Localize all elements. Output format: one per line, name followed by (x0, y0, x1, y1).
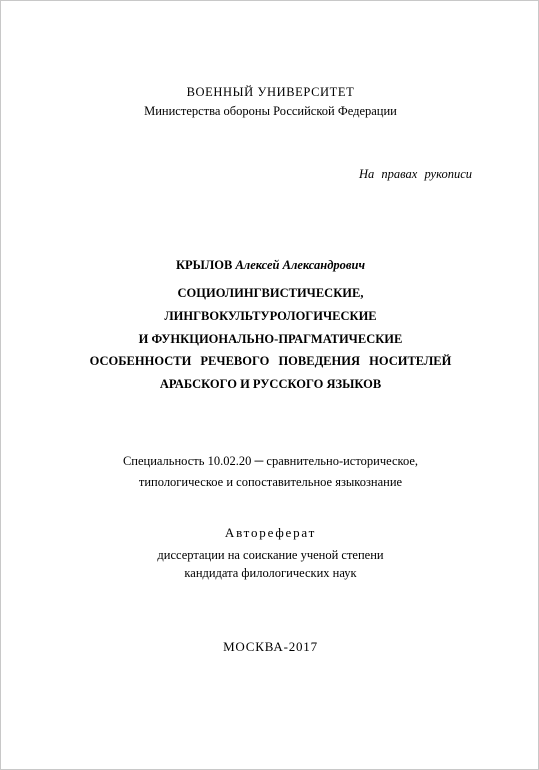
dissertation-title-line: И ФУНКЦИОНАЛЬНО-ПРАГМАТИЧЕСКИЕ (138, 332, 403, 346)
specialty-line: Специальность 10.02.20 ─ сравнительно-историческое, (122, 454, 419, 468)
author-given-names: Алексей Александрович (235, 258, 366, 272)
manuscript-note: На правах рукописи (359, 167, 472, 181)
author-surname: КРЫЛОВ (175, 258, 233, 272)
dissertation-title-line: ЛИНГВОКУЛЬТУРОЛОГИЧЕСКИЕ (164, 309, 377, 323)
ministry-name: Министерства обороны Российской Федерации (144, 104, 397, 118)
dissertation-title-line: СОЦИОЛИНГВИСТИЧЕСКИЕ, (177, 286, 364, 300)
city-year: МОСКВА-2017 (223, 639, 318, 654)
dissertation-title-line: ОСОБЕННОСТИ РЕЧЕВОГО ПОВЕДЕНИЯ НОСИТЕЛЕЙ (89, 354, 452, 368)
document-type: Автореферат (224, 525, 317, 540)
specialty-line: типологическое и сопоставительное языкознание (138, 475, 403, 489)
degree-line: кандидата филологических наук (184, 566, 357, 580)
author-name (1, 259, 539, 272)
degree-line: диссертации на соискание ученой степени (157, 548, 384, 562)
organization-name: ВОЕННЫЙ УНИВЕРСИТЕТ (186, 85, 355, 99)
dissertation-title-line: АРАБСКОГО И РУССКОГО ЯЗЫКОВ (159, 377, 382, 391)
